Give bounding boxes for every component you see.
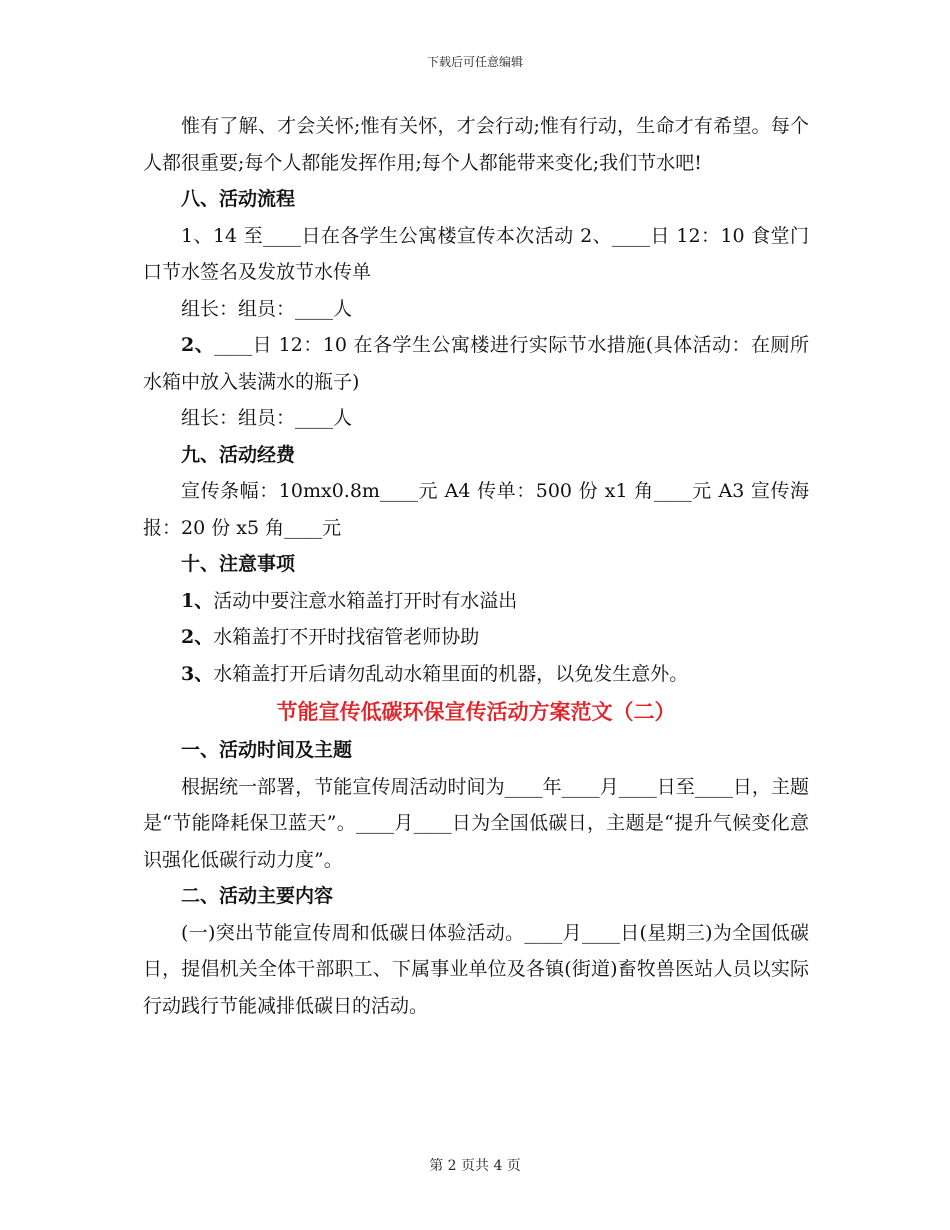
cost-paragraph: 宣传条幅：10mx0.8m____元 A4 传单：500 份 x1 角____元 A3 宣传海报：20 份 x5 角____元	[143, 480, 809, 539]
page-footer: 第 2 页共 4 页	[429, 1158, 521, 1174]
note-item-2-number: 2、	[181, 626, 214, 648]
note-item-3-text: 水箱盖打开后请勿乱动水箱里面的机器，以免发生意外。	[213, 662, 689, 685]
section-heading-2: 二、活动主要内容	[181, 885, 334, 907]
note-item-1-number: 1、	[181, 589, 214, 612]
note-item-2-text: 水箱盖打不开时找宿管老师协助	[213, 626, 480, 648]
page-header: 下载后可任意编辑	[426, 55, 523, 69]
note-item-2	[143, 619, 809, 656]
flow-step-1: 1、14 至____日在各学生公寓楼宣传本次活动 2、____日 12：10 食堂门口节水签名及发放节水传单	[143, 224, 809, 283]
theme-paragraph: 根据统一部署，节能宣传周活动时间为____年____月____日至____日，主题是“节能降耗保卫蓝天”。____月____日为全国低碳日，主题是“提升气候变化意识强化低碳行动力度”。	[143, 775, 809, 871]
team-line-1: 组长：组员：____人	[181, 297, 353, 320]
note-item-3-number: 3、	[181, 662, 214, 685]
section-heading-8: 八、活动流程	[181, 188, 296, 210]
flow-step-2	[143, 327, 809, 400]
flow-step-2-number: 2、	[181, 334, 215, 356]
flow-step-2-text: ____日 12：10 在各学生公寓楼进行实际节水措施(具体活动：在厕所水箱中放入装满水的瓶子)	[143, 334, 809, 393]
document-body	[143, 108, 809, 1024]
paragraph-closing: 惟有了解、才会关怀;惟有关怀，才会行动;惟有行动，生命才有希望。每个人都很重要;每个人都能发挥作用;每个人都能带来变化;我们节水吧!	[143, 115, 809, 174]
document-title-2: 节能宣传低碳环保宣传活动方案范文（二）	[276, 699, 676, 724]
content-paragraph: (一)突出节能宣传周和低碳日体验活动。____月____日(星期三)为全国低碳日，提倡机关全体干部职工、下属事业单位及各镇(街道)畜牧兽医站人员以实际行动践行节能减排低碳日的活动。	[143, 921, 809, 1017]
note-item-1-text: 活动中要注意水箱盖打开时有水溢出	[213, 589, 518, 612]
section-heading-9: 九、活动经费	[181, 443, 296, 466]
note-item-1	[143, 583, 809, 620]
team-line-2: 组长：组员：____人	[181, 407, 353, 429]
section-heading-10: 十、注意事项	[181, 553, 296, 575]
note-item-3	[143, 656, 809, 693]
section-heading-1: 一、活动时间及主题	[181, 739, 353, 761]
